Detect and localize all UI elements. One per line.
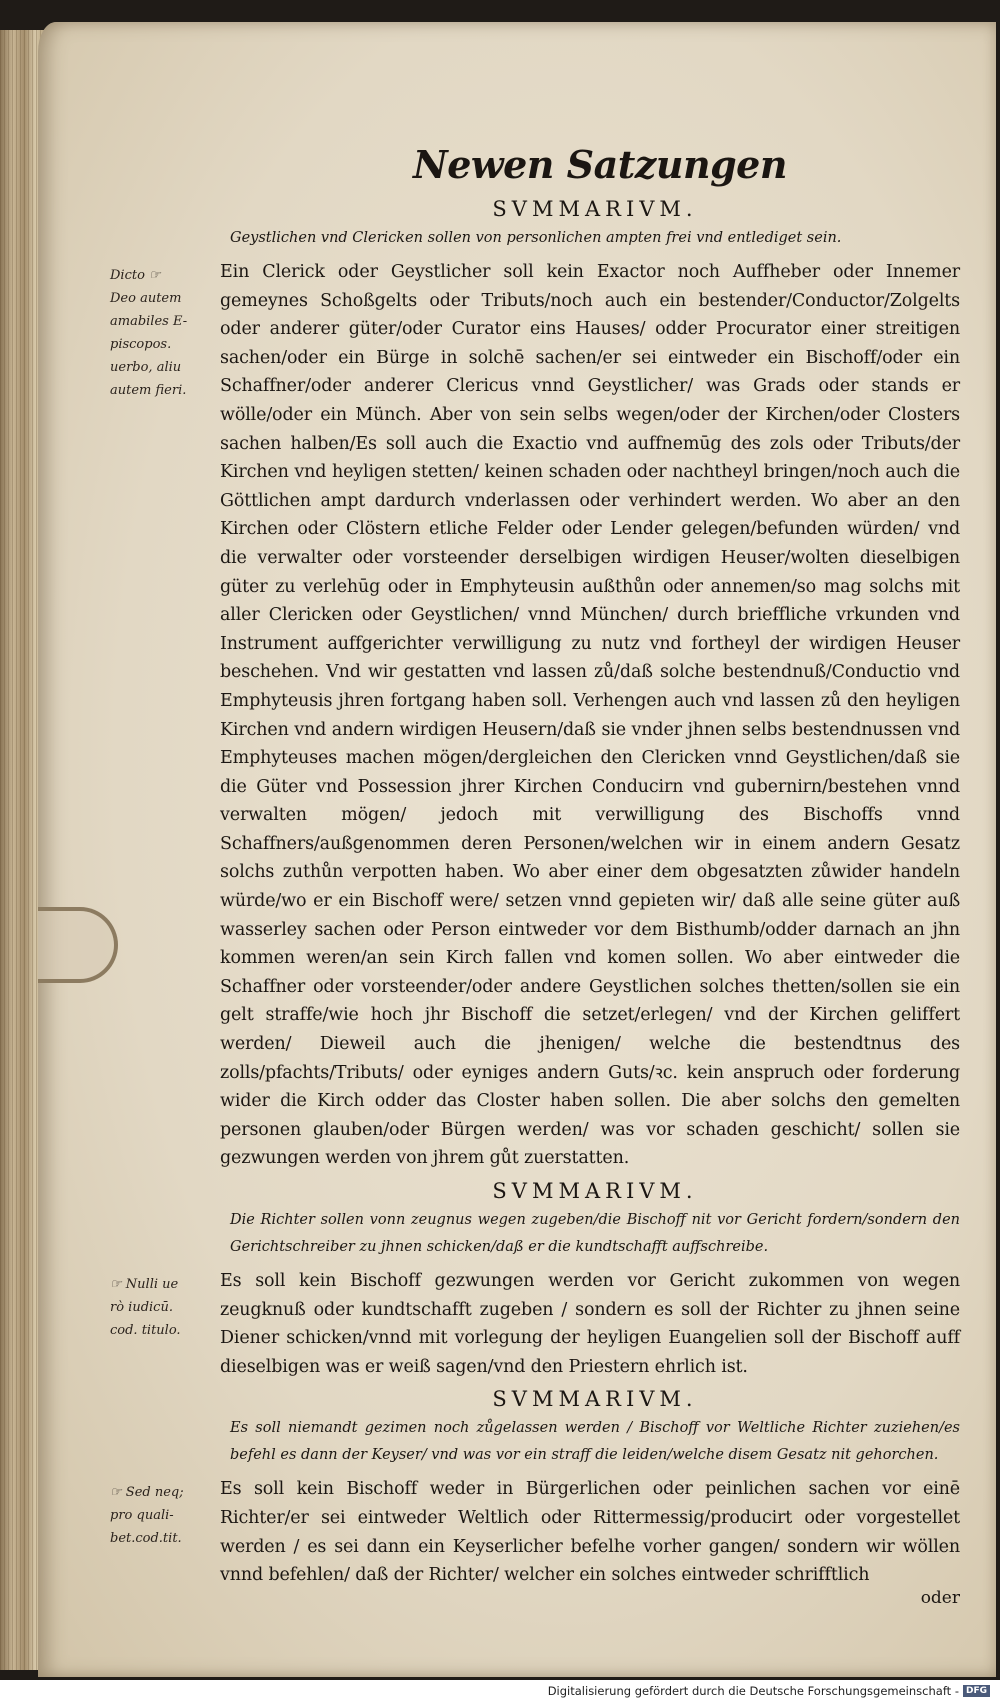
marginal-note — [110, 258, 220, 402]
dfg-logo: DFG — [963, 1685, 990, 1697]
marginal-line: pro quali- — [110, 1508, 174, 1524]
marginal-line: Deo autem — [110, 291, 182, 306]
section-summary: Es soll niemandt gezimen noch zůgelassen werden / Bischoff vor Weltliche Richter zuziehen/es befehl es dann der Keyser/ vnd was vor ein straff die leiden/welche disem Gesatz nit gehorchen. — [230, 1420, 960, 1464]
page-content — [110, 120, 960, 1608]
marginal-note — [110, 1475, 220, 1550]
marginal-line: autem fieri. — [110, 383, 187, 398]
section-body: Es soll kein Bischoff weder in Bürgerlichen oder peinlichen sachen vor einē Richter/er sei eintweder Weltlich oder Rittermessig/producirt oder vorgestellet werden / es sei dann ein Keyserlicher befelhe vorher gangen/ sondern wir wöllen vnnd befehlen/ daß der Richter/ welcher ein solches eintweder schrifftlich — [220, 1479, 960, 1586]
section-2 — [110, 1179, 960, 1381]
section-heading: SVMMARIVM. — [492, 197, 698, 221]
section-body: Ein Clerick oder Geystlicher soll kein Exactor noch Auffheber oder Innemer gemeynes Schoßgelts oder Tributs/noch auch ein bestender/Conductor/Zolgelts oder anderer güter/oder Curator eins Hauses/ odder Procurator einer streitigen sachen/oder ein Bürge in solchē sachen/er sei eintweder ein Bischoff/oder ein Schaffner/oder anderer Clericus vnnd Geystlicher/ was Grads oder stands er wölle/oder ein Münch. Aber von sein selbs wegen/oder der Kirchen/oder Closters sachen halben/Es soll auch die Exactio vnd auffnemūg des zols oder Tributs/der Kirchen vnd heyligen stetten/ keinen schaden oder nachtheyl bringen/noch auch die Göttlichen ampt dardurch vnderlassen oder verhindert werden. Wo aber an den Kirchen oder Clöstern etliche Felder oder Lender gelegen/befunden würden/ vnd die verwalter oder vorsteender derselbigen wirdigen Heuser/wolten dieselbigen güter zu verlehūg oder in Emphyteusin außthůn oder annemen/so mag solchs mit aller Clericken oder Geystlichen/ vnnd München/ durch brieffliche vrkunden vnd Instrument auffgerichter verwilligung zu nutz vnd fortheyl der wirdigen Heuser beschehen. Vnd wir gestatten vnd lassen zů/daß solche bestendnuß/Conductio vnd Emphyteusis jhren fortgang haben soll. Verhengen auch vnd lassen zů den heyligen Kirchen vnd andern wirdigen Heusern/daß sie vnder jhnen selbs bestendnussen vnd Emphyteuses machen mögen/dergleichen den Clericken vnnd Geystlichen/daß sie die Güter vnd Possession jhrer Kirchen Conducirn vnd gubernirn/bestehen vnnd verwalten mögen/ jedoch mit verwilligung des Bischoffs vnnd Schaffners/außgenommen deren Personen/welchen wir in einem andern Gesatz solchs zuthůn verpotten haben. Wo aber einer dem obgesatzten zůwider handeln würde/wo er ein Bischoff were/ setzen vnnd gepieten wir/ daß alle seine güter auß wasserley sachen oder Person eintweder vor dem Bisthumb/odder darnach an jhn kommen weren/an sein Kirch fallen vnd komen sollen. Wo aber eintweder die Schaffner oder vorsteender/oder andere Geystlichen solches thetten/sollen sie ein gelt straffe/wie hoch jhr Bischoff die setzet/erlegen/ vnd der Kirchen geliffert werden/ Dieweil auch die jhenigen/ welche die bestendtnus des zolls/pfachts/Tributs/ oder eyniges andern Guts/ꝛc. kein anspruch oder forderung wider die Kirch odder das Closter haben sollen. Die aber solchs den gemelten personen glauben/oder Bürgen werden/ was vor schaden geschicht/ sollen sie gezwungen werden von jhrem gůt zuerstatten. — [220, 262, 960, 1169]
marginal-line: uerbo, aliu — [110, 360, 182, 375]
section-heading: SVMMARIVM. — [492, 1179, 698, 1203]
marginal-line: rò iudicū. — [110, 1300, 173, 1315]
running-head: Newen Satzungen — [413, 142, 787, 187]
digitization-footer — [0, 1680, 1000, 1702]
marginal-line: ☞ Nulli ue — [110, 1277, 179, 1292]
marginal-line: ☞ Sed neq; — [110, 1485, 184, 1501]
section-1 — [110, 197, 960, 1173]
marginal-line: Dicto ☞ — [110, 268, 161, 283]
marginal-note — [110, 1267, 220, 1342]
section-heading: SVMMARIVM. — [492, 1387, 698, 1412]
funding-credit: Digitalisierung gefördert durch die Deutsche Forschungsgemeinschaft - — [547, 1684, 959, 1698]
section-3 — [110, 1387, 960, 1589]
marginal-line: amabiles E- — [110, 314, 188, 329]
bookmark-ribbon — [38, 907, 118, 983]
marginal-line: piscopos. — [110, 337, 172, 352]
marginal-line: bet.cod.tit. — [110, 1531, 182, 1547]
section-body: Es soll kein Bischoff gezwungen werden vor Gericht zukommen von wegen zeugknuß oder kundtschafft zugeben / sondern es soll der Richter zu jhnen seine Diener schicken/vnnd mit vorlegung der heyligen Euangelien soll der Bischoff auff dieselbigen was er weiß sagen/vnd den Priestern ehrlich ist. — [220, 1271, 960, 1377]
catchword: oder — [920, 1587, 960, 1608]
section-summary: Die Richter sollen vonn zeugnus wegen zugeben/die Bischoff nit vor Gericht fordern/sondern den Gerichtschreiber zu jhnen schicken/daß er die kundtschafft auffschreibe. — [230, 1212, 960, 1255]
section-summary: Geystlichen vnd Clericken sollen von personlichen ampten frei vnd entlediget sein. — [230, 230, 842, 246]
marginal-line: cod. titulo. — [110, 1323, 181, 1338]
